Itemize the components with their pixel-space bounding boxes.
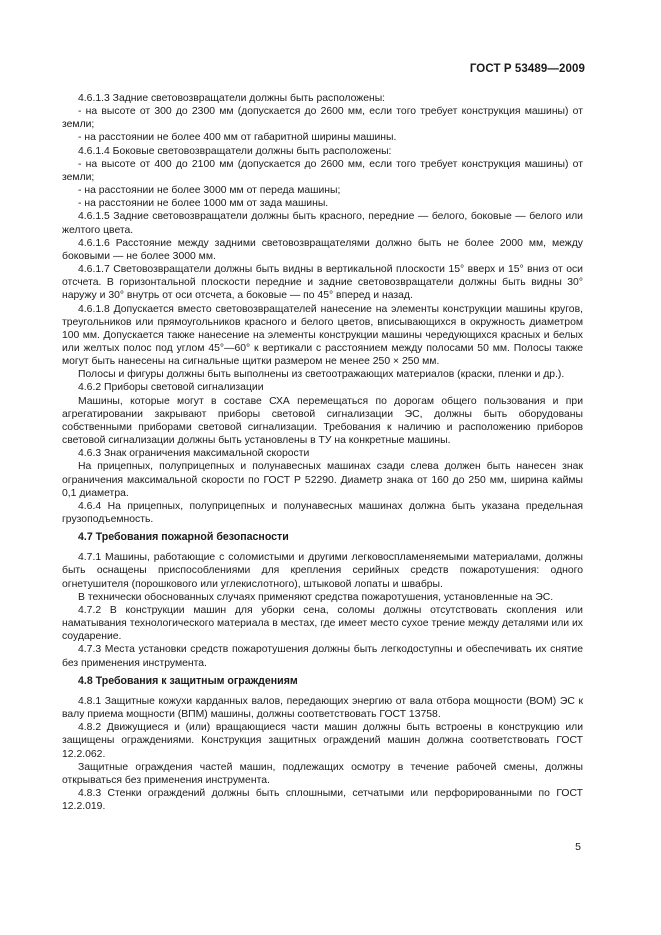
paragraph: 4.6.1.3 Задние световозвращатели должны быть расположены: [78, 93, 386, 104]
paragraph: - на расстоянии не более 400 мм от габаритной ширины машины. [78, 132, 397, 144]
page-number: 5 [575, 841, 581, 853]
paragraph: 4.6.1.8 Допускается вместо световозвращателей нанесение на элементы конструкции машины кругов, треугольников или прямоугольников красного и белого цветов, вписывающихся в окружность диаметром 100 мм. Допускается также нанесение на элементы конструкции машины чередующихся красных и белых или желтых полос под углом 45°—60° к вертикали с расстоянием между полосами 50 мм. Полосы также могут быть нанесены на сигнальные щитки размером не менее 250 × 250 мм. [62, 303, 583, 368]
paragraph: Полосы и фигуры должны быть выполнены из светоотражающих материалов (краски, пленки и др.). [78, 369, 565, 381]
paragraph: 4.7.2 В конструкции машин для уборки сена, соломы должны отсутствовать скопления или наматывания технологического материала в местах, где имеет место сухое трение между деталями или их соударение. [62, 604, 583, 643]
document-code: ГОСТ Р 53489—2009 [469, 63, 585, 75]
paragraph: 4.8.1 Защитные кожухи карданных валов, передающих энергию от вала отбора мощности (ВОМ) ЭС к валу приема мощности (ВПМ) машины, должны соответствовать ГОСТ 13758. [62, 695, 583, 721]
paragraph: 4.6.4 На прицепных, полуприцепных и полунавесных машинах должна быть указана предельная грузоподъемность. [62, 500, 583, 525]
paragraph: 4.7.3 Места установки средств пожаротушения должны быть легкодоступны и обеспечивать их снятие без применения инструмента. [62, 644, 583, 669]
paragraph: 4.6.1.5 Задние световозвращатели должны быть красного, передние — белого, боковые — белого или желтого цвета. [62, 211, 583, 236]
paragraph: 4.8.2 Движущиеся и (или) вращающиеся части машин должны быть встроены в конструкцию или защищены ограждениями. Конструкция защитных ограждений машин должна соответствовать ГОСТ 12.2.062. [62, 722, 583, 760]
paragraph: 4.8.3 Стенки ограждений должны быть сплошными, сетчатыми или перфорированными по ГОСТ 12.2.019. [62, 787, 583, 813]
paragraph: 4.7.1 Машины, работающие с соломистыми и другими легковоспламеняемыми материалами, должны быть оснащены приспособлениями для крепления серийных средств пожаротушения: одного огнетушителя (порошкового или углекислотного), штыковой лопаты и швабры. [62, 552, 583, 590]
paragraph: 4.6.1.6 Расстояние между задними световозвращателями должно быть не более 2000 мм, между боковыми — не более 3000 мм. [62, 237, 583, 262]
paragraph: 4.6.1.7 Световозвращатели должны быть видны в вертикальной плоскости 15° вверх и 15° вниз от оси отсчета. В горизонтальной плоскости передние и задние световозвращатели должны быть видны 30° наружу и 30° внутрь от оси отсчета, а боковые — по 45° вперед и назад. [62, 264, 583, 302]
paragraph: 4.6.1.4 Боковые световозвращатели должны быть расположены: [78, 145, 392, 157]
paragraph: Машины, которые могут в составе СХА перемещаться по дорогам общего пользования и при агрегатировании закрывают приборы световой сигнализации ЭС, должны быть оборудованы собственными приборами световой сигнализации. Требования к наличию и расположению приборов световой сигнализации должны быть установлены в ТУ на конкретные машины. [62, 395, 583, 447]
document-body [62, 92, 583, 813]
paragraph: Защитные ограждения частей машин, подлежащих осмотру в течение рабочей смены, должны открываться без применения инструмента. [62, 761, 583, 786]
paragraph: - на расстоянии не более 3000 мм от переда машины; [78, 185, 341, 197]
paragraph: 4.6.2 Приборы световой сигнализации [78, 382, 264, 394]
paragraph: - на высоте от 400 до 2100 мм (допускается до 2600 мм, если того требует конструкция машины) от земли; [62, 158, 583, 183]
paragraph: - на расстоянии не более 1000 мм от зада машины. [78, 198, 329, 210]
section-heading: 4.8 Требования к защитным ограждениям [78, 674, 298, 687]
section-heading: 4.7 Требования пожарной безопасности [78, 531, 289, 544]
paragraph: В технически обоснованных случаях применяют средства пожаротушения, установленные на ЭС. [78, 591, 554, 603]
paragraph: 4.6.3 Знак ограничения максимальной скорости [78, 448, 310, 460]
paragraph: На прицепных, полуприцепных и полунавесных машинах сзади слева должен быть нанесен знак ограничения максимальной скорости по ГОСТ Р 52290. Диаметр знака от 160 до 250 мм, ширина каймы 0,1 диаметра. [62, 461, 583, 499]
paragraph: - на высоте от 300 до 2300 мм (допускается до 2600 мм, если того требует конструкция машины) от земли; [62, 106, 583, 131]
